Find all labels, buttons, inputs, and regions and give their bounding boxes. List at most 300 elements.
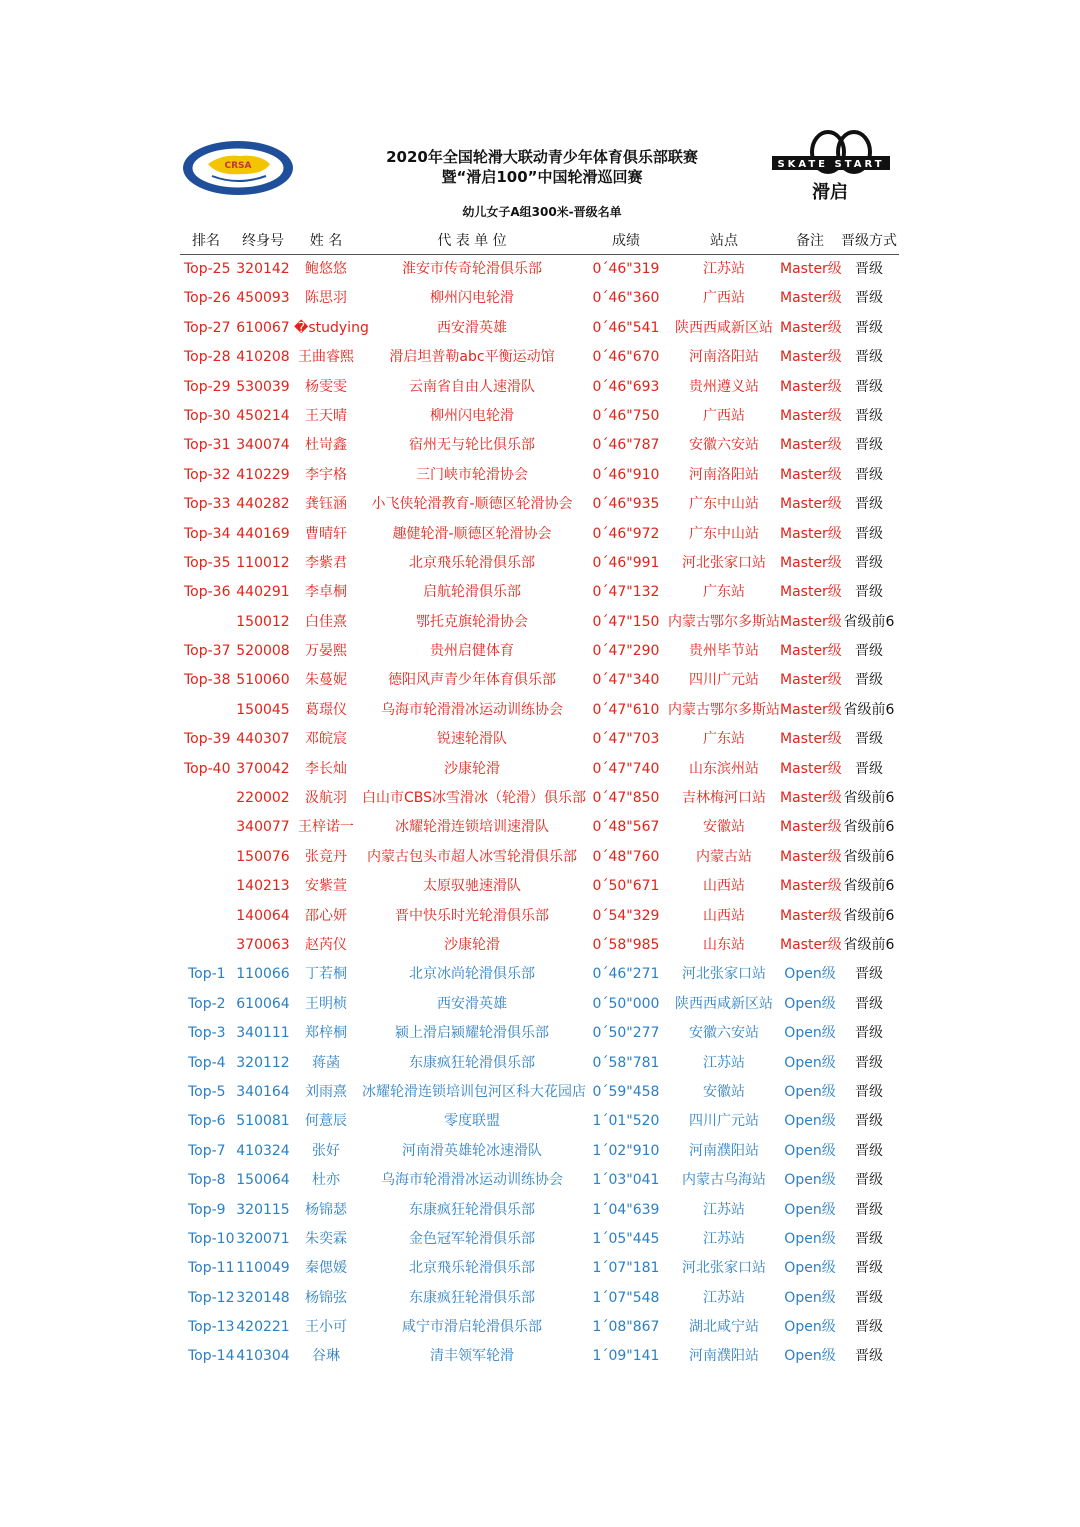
cell-note: Master级 bbox=[780, 466, 842, 483]
cell-note: Master级 bbox=[780, 790, 842, 807]
cell-time: 0´46"541 bbox=[592, 319, 660, 336]
cell-time: 0´47"850 bbox=[592, 790, 660, 807]
table-row bbox=[180, 637, 900, 666]
cell-time: 0´46"750 bbox=[592, 407, 660, 424]
cell-name: 谷琳 bbox=[312, 1348, 340, 1365]
table-row bbox=[180, 1313, 900, 1342]
logo-right-text: SKATE START bbox=[777, 159, 885, 170]
cell-rank bbox=[184, 696, 238, 725]
table-row bbox=[180, 314, 900, 343]
table-row bbox=[180, 490, 900, 519]
table-row bbox=[180, 813, 900, 842]
table-row bbox=[180, 1137, 900, 1166]
cell-note: Master级 bbox=[780, 349, 842, 366]
table-row bbox=[180, 666, 900, 695]
cell-name: 龚钰涵 bbox=[305, 496, 347, 513]
cell-unit: 柳州闪电轮滑 bbox=[430, 407, 514, 424]
table-row bbox=[180, 1049, 900, 1078]
cell-mode: 晋级 bbox=[855, 1289, 883, 1306]
cell-note: Master级 bbox=[780, 936, 842, 953]
cell-mode: 晋级 bbox=[855, 643, 883, 660]
cell-mode: 晋级 bbox=[855, 1142, 883, 1159]
cell-site: 安徽六安站 bbox=[689, 1025, 759, 1042]
cell-note: Open级 bbox=[784, 1319, 836, 1336]
table-row bbox=[180, 1166, 900, 1195]
cell-id: 610067 bbox=[236, 319, 290, 336]
cell-site: 河南濮阳站 bbox=[689, 1348, 759, 1365]
cell-unit: 小飞侠轮滑教育-顺德区轮滑协会 bbox=[371, 496, 573, 513]
cell-note: Open级 bbox=[784, 1289, 836, 1306]
cell-rank: Top-31 bbox=[184, 437, 231, 454]
cell-time: 0´58"781 bbox=[592, 1054, 660, 1071]
cell-id: 220002 bbox=[236, 790, 290, 807]
cell-name: 丁若桐 bbox=[305, 966, 347, 983]
table-row bbox=[180, 931, 900, 960]
cell-site: 广东中山站 bbox=[689, 525, 759, 542]
cell-note: Open级 bbox=[784, 1230, 836, 1247]
col-time: 成绩 bbox=[612, 233, 640, 249]
cell-site: 广东中山站 bbox=[689, 496, 759, 513]
cell-site: 河南濮阳站 bbox=[689, 1142, 759, 1159]
table-row bbox=[180, 1196, 900, 1225]
cell-rank bbox=[184, 813, 238, 842]
cell-rank: Top-33 bbox=[184, 496, 231, 513]
table-row bbox=[180, 343, 900, 372]
cell-mode: 晋级 bbox=[855, 1113, 883, 1130]
cell-name: 万晏熙 bbox=[305, 643, 347, 660]
cell-site: 四川广元站 bbox=[689, 672, 759, 689]
cell-site: 陕西西咸新区站 bbox=[675, 995, 773, 1012]
cell-note: Master级 bbox=[780, 731, 842, 748]
cell-time: 1´03"041 bbox=[592, 1172, 660, 1189]
cell-mode: 晋级 bbox=[855, 1201, 883, 1218]
cell-site: 广西站 bbox=[703, 290, 745, 307]
cell-id: 410304 bbox=[236, 1348, 290, 1365]
cell-note: Master级 bbox=[780, 584, 842, 601]
col-id: 终身号 bbox=[242, 233, 284, 249]
cell-name: 李长灿 bbox=[305, 760, 347, 777]
cell-name: 张竞丹 bbox=[305, 848, 347, 865]
cell-unit: 金色冠军轮滑俱乐部 bbox=[409, 1230, 535, 1247]
cell-site: 广西站 bbox=[703, 407, 745, 424]
col-note: 备注 bbox=[796, 233, 824, 249]
cell-name: 李紫君 bbox=[305, 554, 347, 571]
cell-id: 440291 bbox=[236, 584, 290, 601]
table-row bbox=[180, 725, 900, 754]
cell-unit: 冰耀轮滑连锁培训包河区科大花园店 bbox=[362, 1083, 586, 1100]
cell-id: 150064 bbox=[236, 1172, 290, 1189]
cell-unit: 西安滑英雄 bbox=[437, 319, 507, 336]
cell-time: 0´50"671 bbox=[592, 878, 660, 895]
table-row bbox=[180, 1225, 900, 1254]
cell-unit: 西安滑英雄 bbox=[437, 995, 507, 1012]
cell-id: 340111 bbox=[236, 1025, 290, 1042]
cell-site: 江苏站 bbox=[703, 1230, 745, 1247]
table-row bbox=[180, 578, 900, 607]
cell-rank bbox=[184, 608, 238, 637]
cell-mode: 晋级 bbox=[855, 261, 883, 277]
cell-time: 0´46"693 bbox=[592, 378, 660, 395]
cell-site: 河北张家口站 bbox=[682, 966, 766, 983]
cell-mode: 省级前6 bbox=[843, 790, 895, 807]
cell-unit: 颍上滑启颍耀轮滑俱乐部 bbox=[395, 1025, 549, 1042]
cell-note: Master级 bbox=[780, 760, 842, 777]
cell-mode: 晋级 bbox=[855, 349, 883, 366]
cell-time: 1´05"445 bbox=[592, 1230, 660, 1247]
cell-unit: 德阳风声青少年体育俱乐部 bbox=[388, 672, 556, 689]
cell-id: 440307 bbox=[236, 731, 290, 748]
cell-time: 1´01"520 bbox=[592, 1113, 660, 1130]
cell-unit: 乌海市轮滑滑冰运动训练协会 bbox=[381, 1172, 563, 1189]
table-row bbox=[180, 461, 900, 490]
cell-rank: Top-4 bbox=[188, 1054, 226, 1071]
cell-rank bbox=[184, 784, 238, 813]
cell-mode: 晋级 bbox=[855, 760, 883, 777]
cell-id: 150012 bbox=[236, 613, 290, 630]
cell-mode: 晋级 bbox=[855, 554, 883, 571]
cell-note: Open级 bbox=[784, 1348, 836, 1365]
cell-rank: Top-14 bbox=[188, 1348, 235, 1365]
cell-time: 1´02"910 bbox=[592, 1142, 660, 1159]
cell-name: 杨雯雯 bbox=[305, 378, 347, 395]
cell-id: 410229 bbox=[236, 466, 290, 483]
cell-time: 0´47"132 bbox=[592, 584, 660, 601]
cell-note: Open级 bbox=[784, 1083, 836, 1100]
cell-site: 内蒙古鄂尔多斯站 bbox=[668, 613, 780, 630]
table-row bbox=[180, 902, 900, 931]
cell-unit: 北京飛乐轮滑俱乐部 bbox=[409, 554, 535, 571]
cell-rank: Top-27 bbox=[184, 319, 231, 336]
cell-time: 0´54"329 bbox=[592, 907, 660, 924]
cell-rank bbox=[184, 843, 238, 872]
cell-note: Master级 bbox=[780, 261, 842, 277]
cell-unit: 内蒙古包头市超人冰雪轮滑俱乐部 bbox=[367, 848, 577, 865]
cell-name: 张好 bbox=[312, 1142, 340, 1159]
cell-mode: 晋级 bbox=[855, 1260, 883, 1277]
cell-rank: Top-28 bbox=[184, 349, 231, 366]
cell-id: 320142 bbox=[236, 261, 290, 277]
cell-mode: 省级前6 bbox=[843, 613, 895, 630]
cell-time: 0´47"340 bbox=[592, 672, 660, 689]
cell-mode: 晋级 bbox=[855, 1230, 883, 1247]
table-row bbox=[180, 1342, 900, 1371]
cell-id: 420221 bbox=[236, 1319, 290, 1336]
cell-id: 110049 bbox=[236, 1260, 290, 1277]
cell-rank: Top-6 bbox=[188, 1113, 226, 1130]
cell-id: 510060 bbox=[236, 672, 290, 689]
table-row bbox=[180, 255, 900, 284]
cell-name: 杨锦弦 bbox=[305, 1289, 347, 1306]
cell-mode: 晋级 bbox=[855, 378, 883, 395]
cell-time: 0´58"985 bbox=[592, 936, 660, 953]
cell-note: Master级 bbox=[780, 407, 842, 424]
cell-unit: 晋中快乐时光轮滑俱乐部 bbox=[395, 907, 549, 924]
cell-rank: Top-39 bbox=[184, 731, 231, 748]
cell-name: 李宇格 bbox=[305, 466, 347, 483]
cell-site: 陕西西咸新区站 bbox=[675, 319, 773, 336]
cell-site: 山西站 bbox=[703, 878, 745, 895]
cell-mode: 晋级 bbox=[855, 1319, 883, 1336]
cell-time: 0´46"787 bbox=[592, 437, 660, 454]
cell-site: 广东站 bbox=[703, 584, 745, 601]
cell-rank: Top-25 bbox=[184, 261, 231, 277]
table-row bbox=[180, 549, 900, 578]
cell-rank: Top-29 bbox=[184, 378, 231, 395]
page-title: 2020年全国轮滑大联动青少年体育俱乐部联赛 bbox=[386, 148, 698, 166]
table-row bbox=[180, 520, 900, 549]
cell-rank: Top-38 bbox=[184, 672, 231, 689]
cell-mode: 省级前6 bbox=[843, 701, 895, 718]
table-header bbox=[180, 230, 900, 254]
cell-unit: 乌海市轮滑滑冰运动训练协会 bbox=[381, 701, 563, 718]
cell-site: 江苏站 bbox=[703, 1289, 745, 1306]
cell-time: 0´47"703 bbox=[592, 731, 660, 748]
cell-note: Open级 bbox=[784, 1201, 836, 1218]
cell-note: Master级 bbox=[780, 878, 842, 895]
cell-name: 朱蔓妮 bbox=[305, 672, 347, 689]
cell-site: 山东站 bbox=[703, 936, 745, 953]
cell-name: 鲍悠悠 bbox=[305, 261, 347, 277]
cell-site: 江苏站 bbox=[703, 261, 745, 277]
cell-rank: Top-2 bbox=[188, 995, 226, 1012]
cell-note: Open级 bbox=[784, 1025, 836, 1042]
list-subtitle: 幼儿女子A组300米-晋级名单 bbox=[462, 205, 622, 219]
cell-time: 0´46"935 bbox=[592, 496, 660, 513]
cell-id: 150076 bbox=[236, 848, 290, 865]
cell-mode: 省级前6 bbox=[843, 936, 895, 953]
cell-site: 内蒙古乌海站 bbox=[682, 1172, 766, 1189]
cell-id: 340164 bbox=[236, 1083, 290, 1100]
cell-mode: 晋级 bbox=[855, 319, 883, 336]
cell-site: 贵州毕节站 bbox=[689, 643, 759, 660]
cell-rank: Top-9 bbox=[188, 1201, 226, 1218]
cell-id: 410324 bbox=[236, 1142, 290, 1159]
cell-site: 山西站 bbox=[703, 907, 745, 924]
cell-rank bbox=[184, 872, 238, 901]
cell-site: 四川广元站 bbox=[689, 1113, 759, 1130]
cell-id: 440282 bbox=[236, 496, 290, 513]
cell-time: 0´46"972 bbox=[592, 525, 660, 542]
cell-mode: 晋级 bbox=[855, 290, 883, 307]
cell-id: 370042 bbox=[236, 760, 290, 777]
cell-name: 蒋菡 bbox=[312, 1054, 340, 1071]
table-row bbox=[180, 1284, 900, 1313]
cell-mode: 晋级 bbox=[855, 584, 883, 601]
cell-rank: Top-36 bbox=[184, 584, 231, 601]
cell-id: 450214 bbox=[236, 407, 290, 424]
table-row bbox=[180, 696, 900, 725]
cell-unit: 启航轮滑俱乐部 bbox=[423, 584, 521, 601]
cell-id: 520008 bbox=[236, 643, 290, 660]
cell-time: 0´47"740 bbox=[592, 760, 660, 777]
cell-mode: 晋级 bbox=[855, 407, 883, 424]
cell-name: 陈思羽 bbox=[305, 290, 347, 307]
cell-note: Open级 bbox=[784, 1142, 836, 1159]
cell-name: 李卓桐 bbox=[305, 584, 347, 601]
cell-site: 山东滨州站 bbox=[689, 760, 759, 777]
cell-rank: Top-7 bbox=[188, 1142, 226, 1159]
cell-site: 河北张家口站 bbox=[682, 554, 766, 571]
cell-note: Master级 bbox=[780, 848, 842, 865]
cell-site: 河北张家口站 bbox=[682, 1260, 766, 1277]
table-row bbox=[180, 1078, 900, 1107]
cell-rank: Top-8 bbox=[188, 1172, 226, 1189]
cell-note: Master级 bbox=[780, 672, 842, 689]
cell-id: 340074 bbox=[236, 437, 290, 454]
cell-unit: 锐速轮滑队 bbox=[437, 731, 507, 748]
cell-time: 0´48"760 bbox=[592, 848, 660, 865]
cell-site: 江苏站 bbox=[703, 1054, 745, 1071]
logo-left-text: CRSA bbox=[224, 161, 252, 171]
cell-unit: 沙康轮滑 bbox=[444, 936, 500, 953]
cell-time: 1´08"867 bbox=[592, 1319, 660, 1336]
cell-name: 王明桢 bbox=[305, 995, 347, 1012]
cell-rank: Top-3 bbox=[188, 1025, 226, 1042]
cell-note: Open级 bbox=[784, 1172, 836, 1189]
cell-note: Open级 bbox=[784, 1054, 836, 1071]
cell-mode: 晋级 bbox=[855, 1025, 883, 1042]
cell-id: 530039 bbox=[236, 378, 290, 395]
cell-note: Master级 bbox=[780, 378, 842, 395]
cell-unit: 北京冰尚轮滑俱乐部 bbox=[409, 966, 535, 983]
cell-site: 安徽站 bbox=[703, 819, 745, 836]
table-row bbox=[180, 755, 900, 784]
cell-time: 0´46"910 bbox=[592, 466, 660, 483]
cell-unit: 云南省自由人速滑队 bbox=[409, 378, 535, 395]
cell-name: 赵芮仪 bbox=[305, 936, 347, 953]
cell-unit: 咸宁市滑启轮滑俱乐部 bbox=[402, 1319, 542, 1336]
cell-rank: Top-34 bbox=[184, 525, 231, 542]
cell-site: 广东站 bbox=[703, 731, 745, 748]
table-row bbox=[180, 1019, 900, 1048]
cell-note: Master级 bbox=[780, 525, 842, 542]
cell-time: 0´46"991 bbox=[592, 554, 660, 571]
table-row bbox=[180, 872, 900, 901]
cell-time: 1´04"639 bbox=[592, 1201, 660, 1218]
cell-unit: 鄂托克旗轮滑协会 bbox=[416, 613, 528, 630]
col-mode: 晋级方式 bbox=[841, 233, 897, 249]
cell-site: 贵州遵义站 bbox=[689, 378, 759, 395]
cell-note: Open级 bbox=[784, 995, 836, 1012]
cell-id: 320148 bbox=[236, 1289, 290, 1306]
cell-time: 0´46"319 bbox=[592, 261, 660, 277]
cell-id: 510081 bbox=[236, 1113, 290, 1130]
cell-unit: 贵州启健体育 bbox=[430, 643, 514, 660]
cell-note: Master级 bbox=[780, 554, 842, 571]
cell-unit: 东康疯狂轮滑俱乐部 bbox=[409, 1054, 535, 1071]
cell-name: 邵心妍 bbox=[305, 907, 347, 924]
cell-name: 王曲睿熙 bbox=[298, 349, 354, 366]
cell-site: 安徽六安站 bbox=[689, 437, 759, 454]
logo-right-cn: 滑启 bbox=[812, 182, 848, 203]
cell-rank: Top-26 bbox=[184, 290, 231, 307]
cell-note: Open级 bbox=[784, 1260, 836, 1277]
cell-site: 江苏站 bbox=[703, 1201, 745, 1218]
cell-id: 320115 bbox=[236, 1201, 290, 1218]
cell-time: 1´07"548 bbox=[592, 1289, 660, 1306]
cell-name: 曹晴轩 bbox=[305, 525, 347, 542]
cell-unit: 宿州无与轮比俱乐部 bbox=[409, 437, 535, 454]
cell-name: 安紫萱 bbox=[305, 878, 347, 895]
cell-unit: 淮安市传奇轮滑俱乐部 bbox=[402, 261, 542, 277]
cell-name: 葛璟仪 bbox=[305, 701, 347, 718]
table-row bbox=[180, 402, 900, 431]
cell-time: 0´46"670 bbox=[592, 349, 660, 366]
cell-time: 0´46"271 bbox=[592, 966, 660, 983]
cell-time: 1´09"141 bbox=[592, 1348, 660, 1365]
cell-time: 0´47"150 bbox=[592, 613, 660, 630]
cell-unit: 沙康轮滑 bbox=[444, 760, 500, 777]
cell-mode: 省级前6 bbox=[843, 819, 895, 836]
cell-note: Master级 bbox=[780, 701, 842, 718]
cell-rank: Top-11 bbox=[188, 1260, 235, 1277]
cell-rank: Top-35 bbox=[184, 554, 231, 571]
cell-note: Master级 bbox=[780, 907, 842, 924]
cell-time: 1´07"181 bbox=[592, 1260, 660, 1277]
cell-name: 杜亦 bbox=[312, 1172, 340, 1189]
cell-name: 何薏辰 bbox=[305, 1113, 347, 1130]
cell-note: Master级 bbox=[780, 290, 842, 307]
cell-id: 340077 bbox=[236, 819, 290, 836]
cell-mode: 晋级 bbox=[855, 466, 883, 483]
table-row bbox=[180, 373, 900, 402]
col-site: 站点 bbox=[710, 233, 738, 249]
cell-name: 朱奕霖 bbox=[305, 1230, 347, 1247]
cell-site: 河南洛阳站 bbox=[689, 349, 759, 366]
results-table bbox=[180, 255, 900, 1372]
cell-mode: 省级前6 bbox=[843, 878, 895, 895]
cell-site: 内蒙古站 bbox=[696, 848, 752, 865]
cell-time: 0´59"458 bbox=[592, 1083, 660, 1100]
cell-name: 汲航羽 bbox=[305, 790, 347, 807]
cell-note: Master级 bbox=[780, 437, 842, 454]
cell-name: 杜岢鑫 bbox=[305, 437, 347, 454]
cell-mode: 晋级 bbox=[855, 1054, 883, 1071]
table-row bbox=[180, 784, 900, 813]
cell-unit: 白山市CBS冰雪滑冰（轮滑）俱乐部 bbox=[362, 790, 587, 807]
cell-mode: 晋级 bbox=[855, 1083, 883, 1100]
cell-unit: 北京飛乐轮滑俱乐部 bbox=[409, 1260, 535, 1277]
cell-note: Open级 bbox=[784, 1113, 836, 1130]
cell-id: 610064 bbox=[236, 995, 290, 1012]
cell-unit: 东康疯狂轮滑俱乐部 bbox=[409, 1201, 535, 1218]
cell-name: 王梓诺一 bbox=[298, 819, 354, 836]
cell-id: 140064 bbox=[236, 907, 290, 924]
cell-id: 110066 bbox=[236, 966, 290, 983]
table-row bbox=[180, 1254, 900, 1283]
table-row bbox=[180, 1107, 900, 1136]
col-name: 姓 名 bbox=[309, 233, 343, 249]
cell-id: 110012 bbox=[236, 554, 290, 571]
cell-id: 150045 bbox=[236, 701, 290, 718]
cell-note: Master级 bbox=[780, 319, 842, 336]
table-row bbox=[180, 990, 900, 1019]
cell-mode: 省级前6 bbox=[843, 907, 895, 924]
cell-unit: 东康疯狂轮滑俱乐部 bbox=[409, 1289, 535, 1306]
cell-id: 320071 bbox=[236, 1230, 290, 1247]
cell-time: 0´50"000 bbox=[592, 995, 660, 1012]
cell-id: 370063 bbox=[236, 936, 290, 953]
cell-unit: 柳州闪电轮滑 bbox=[430, 290, 514, 307]
cell-site: 河南洛阳站 bbox=[689, 466, 759, 483]
cell-rank bbox=[184, 931, 238, 960]
cell-rank: Top-12 bbox=[188, 1289, 235, 1306]
cell-mode: 晋级 bbox=[855, 437, 883, 454]
skate-start-logo bbox=[770, 128, 892, 206]
cell-rank: Top-13 bbox=[188, 1319, 235, 1336]
cell-id: 140213 bbox=[236, 878, 290, 895]
cell-site: 安徽站 bbox=[703, 1083, 745, 1100]
